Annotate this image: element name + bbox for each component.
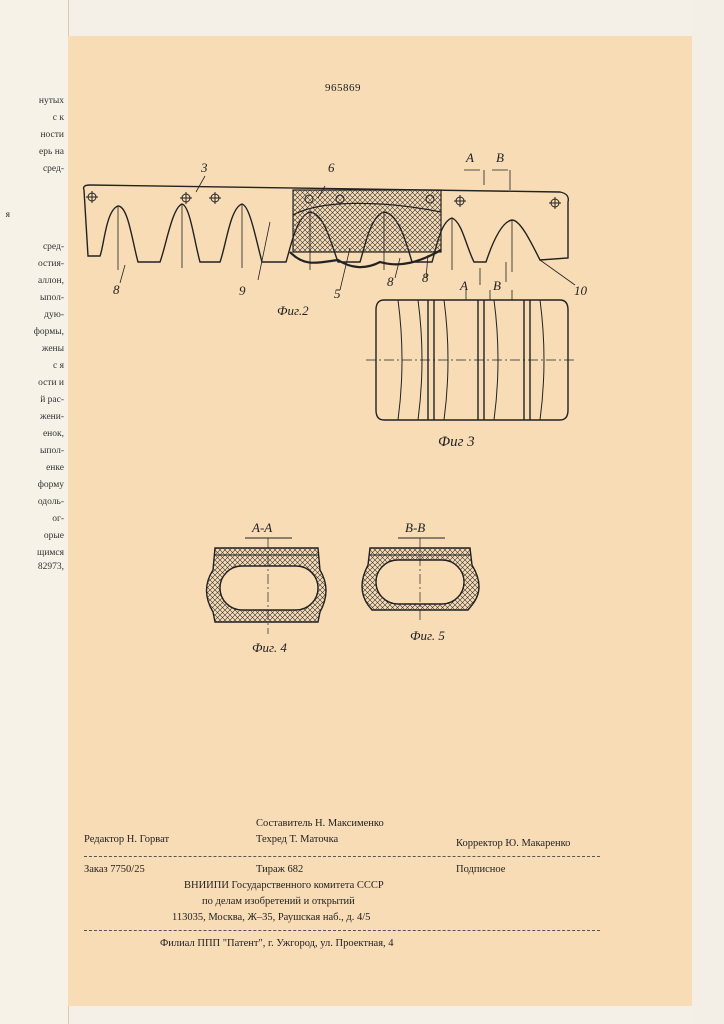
branch-address: Филиал ППП "Патент", г. Ужгород, ул. Проектная, 4 xyxy=(160,938,394,949)
margin-fragment: дую- xyxy=(44,310,64,320)
margin-fragment: жены xyxy=(41,344,64,354)
margin-fragment: енок, xyxy=(42,429,64,439)
ref-label: 8 xyxy=(422,270,429,285)
patent-number: 965869 xyxy=(325,82,361,94)
ref-label: 6 xyxy=(328,160,335,175)
figure-5-caption: Фиг. 5 xyxy=(410,628,445,643)
figure-4-caption: Фиг. 4 xyxy=(252,640,287,655)
margin-fragment: ности xyxy=(40,130,64,140)
margin-fragment: ости и xyxy=(38,378,64,388)
section-mark: В xyxy=(493,278,501,293)
section-mark: А xyxy=(466,150,474,165)
organization-line: ВНИИПИ Государственного комитета СССР xyxy=(184,880,384,891)
ref-label: 5 xyxy=(334,286,341,301)
corrector: Корректор Ю. Макаренко xyxy=(456,838,571,849)
order-number: Заказ 7750/25 xyxy=(84,864,145,875)
tech-editor: Техред Т. Маточка xyxy=(256,834,339,845)
ref-label: 8 xyxy=(113,282,120,297)
margin-fragment: енке xyxy=(46,463,64,473)
figure-5-drawing xyxy=(362,538,479,622)
ref-label: 10 xyxy=(574,283,587,298)
figure-2-drawing xyxy=(84,170,575,290)
compiler: Составитель Н. Максименко xyxy=(256,818,384,829)
editor: Редактор Н. Горват xyxy=(84,834,170,845)
margin-fragment: жени- xyxy=(40,412,64,422)
margin-fragment: ог- xyxy=(52,514,64,524)
margin-fragment: форму xyxy=(37,480,64,490)
organization-line: по делам изобретений и открытий xyxy=(202,896,355,907)
margin-fragment: ыпол- xyxy=(40,293,64,303)
subscription: Подписное xyxy=(456,864,506,875)
margin-fragment: сред- xyxy=(42,164,64,174)
ref-label: 9 xyxy=(239,283,246,298)
figure-4-drawing xyxy=(207,538,327,634)
margin-fragment: нутых xyxy=(38,96,64,106)
ref-label: 3 xyxy=(201,160,208,175)
margin-fragment: орые xyxy=(43,531,64,541)
address: 113035, Москва, Ж–35, Раушская наб., д. 4/5 xyxy=(172,912,371,923)
ref-label: 8 xyxy=(387,274,394,289)
margin-fragment: остия- xyxy=(38,259,64,269)
section-mark: В xyxy=(496,150,504,165)
margin-fragment: я xyxy=(5,210,10,220)
figure-3-drawing xyxy=(366,290,575,420)
margin-fragment: одоль- xyxy=(37,497,64,507)
margin-fragment: 82973, xyxy=(37,562,64,572)
divider xyxy=(84,856,600,857)
margin-fragment: с к xyxy=(52,113,64,123)
figure-3-caption: Фиг 3 xyxy=(438,434,475,450)
circulation: Тираж 682 xyxy=(256,864,304,875)
section-mark: А xyxy=(460,278,468,293)
margin-fragment: ыпол- xyxy=(40,446,64,456)
margin-fragment: й рас- xyxy=(40,395,64,405)
margin-fragment: щимся xyxy=(37,548,64,558)
margin-fragment: аллон, xyxy=(38,276,64,286)
margin-fragment: формы, xyxy=(33,327,64,337)
section-title: А-А xyxy=(252,520,273,535)
divider xyxy=(84,930,600,931)
margin-fragment: с я xyxy=(53,361,64,371)
section-title: В-В xyxy=(405,520,426,535)
figure-2-caption: Фиг.2 xyxy=(277,303,309,318)
margin-fragment: ерь на xyxy=(39,147,64,157)
margin-fragment: сред- xyxy=(42,242,64,252)
